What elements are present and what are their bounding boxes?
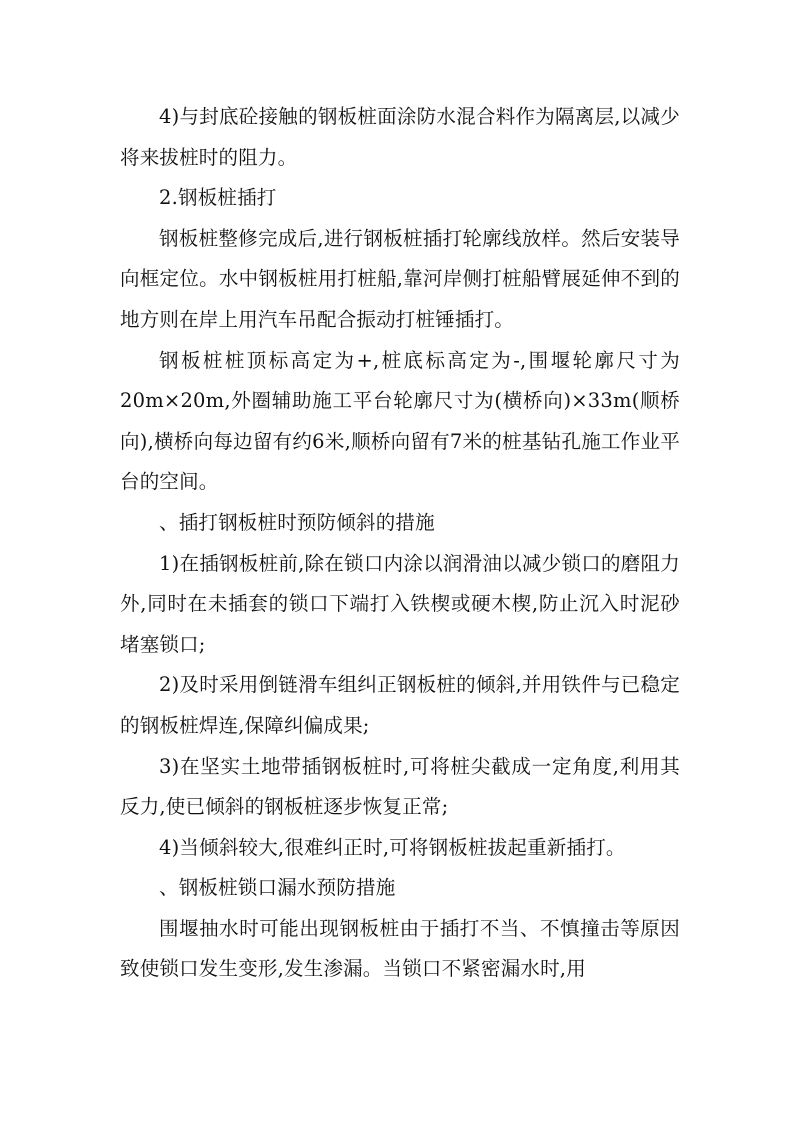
document-body (120, 97, 680, 990)
paragraph-tilt-measure-3: 3)在坚实土地带插钢板桩时,可将桩尖截成一定角度,利用其反力,使已倾斜的钢板桩逐步恢复正常; (120, 754, 680, 819)
paragraph-tilt-measure-2: 2)及时采用倒链滑车组纠正钢板桩的倾斜,并用铁件与已稳定的钢板桩焊连,保障纠偏成果; (120, 673, 680, 737)
paragraph-tilt-measure-4: 4)当倾斜较大,很难纠正时,可将钢板桩拔起重新插打。 (159, 835, 626, 859)
section-heading-lock-leakage: 、钢板桩锁口漏水预防措施 (159, 876, 396, 900)
paragraph-isolation-layer: 4)与封底砼接触的钢板桩面涂防水混合料作为隔离层,以减少将来拔桩时的阻力。 (120, 105, 680, 169)
paragraph-lock-leakage: 围堰抽水时可能出现钢板桩由于插打不当、不慎撞击等原因致使锁口发生变形,发生渗漏。当锁口不紧密漏水时,用 (120, 916, 680, 981)
paragraph-elevations-dimensions: 钢板桩桩顶标高定为+,桩底标高定为-,围堰轮廓尺寸为20m×20m,外圈辅助施工平台轮廓尺寸为(横桥向)×33m(顺桥向),横桥向每边留有约6米,顺桥向留有7米的桩基钻孔施工作业平台的空间。 (120, 348, 680, 494)
paragraph-tilt-measure-1: 1)在插钢板桩前,除在锁口内涂以润滑油以减少锁口的磨阻力外,同时在未插套的锁口下端打入铁楔或硬木楔,防止沉入时泥砂堵塞锁口; (120, 551, 680, 656)
section-heading-tilt-prevention: 、插打钢板桩时预防倾斜的措施 (159, 510, 435, 534)
paragraph-driving-procedure: 钢板桩整修完成后,进行钢板桩插打轮廓线放样。然后安装导向框定位。水中钢板桩用打桩船,靠河岸侧打桩船臂展延伸不到的地方则在岸上用汽车吊配合振动打桩锤插打。 (120, 226, 680, 331)
section-heading-sheet-pile-driving: 2.钢板桩插打 (159, 186, 277, 210)
